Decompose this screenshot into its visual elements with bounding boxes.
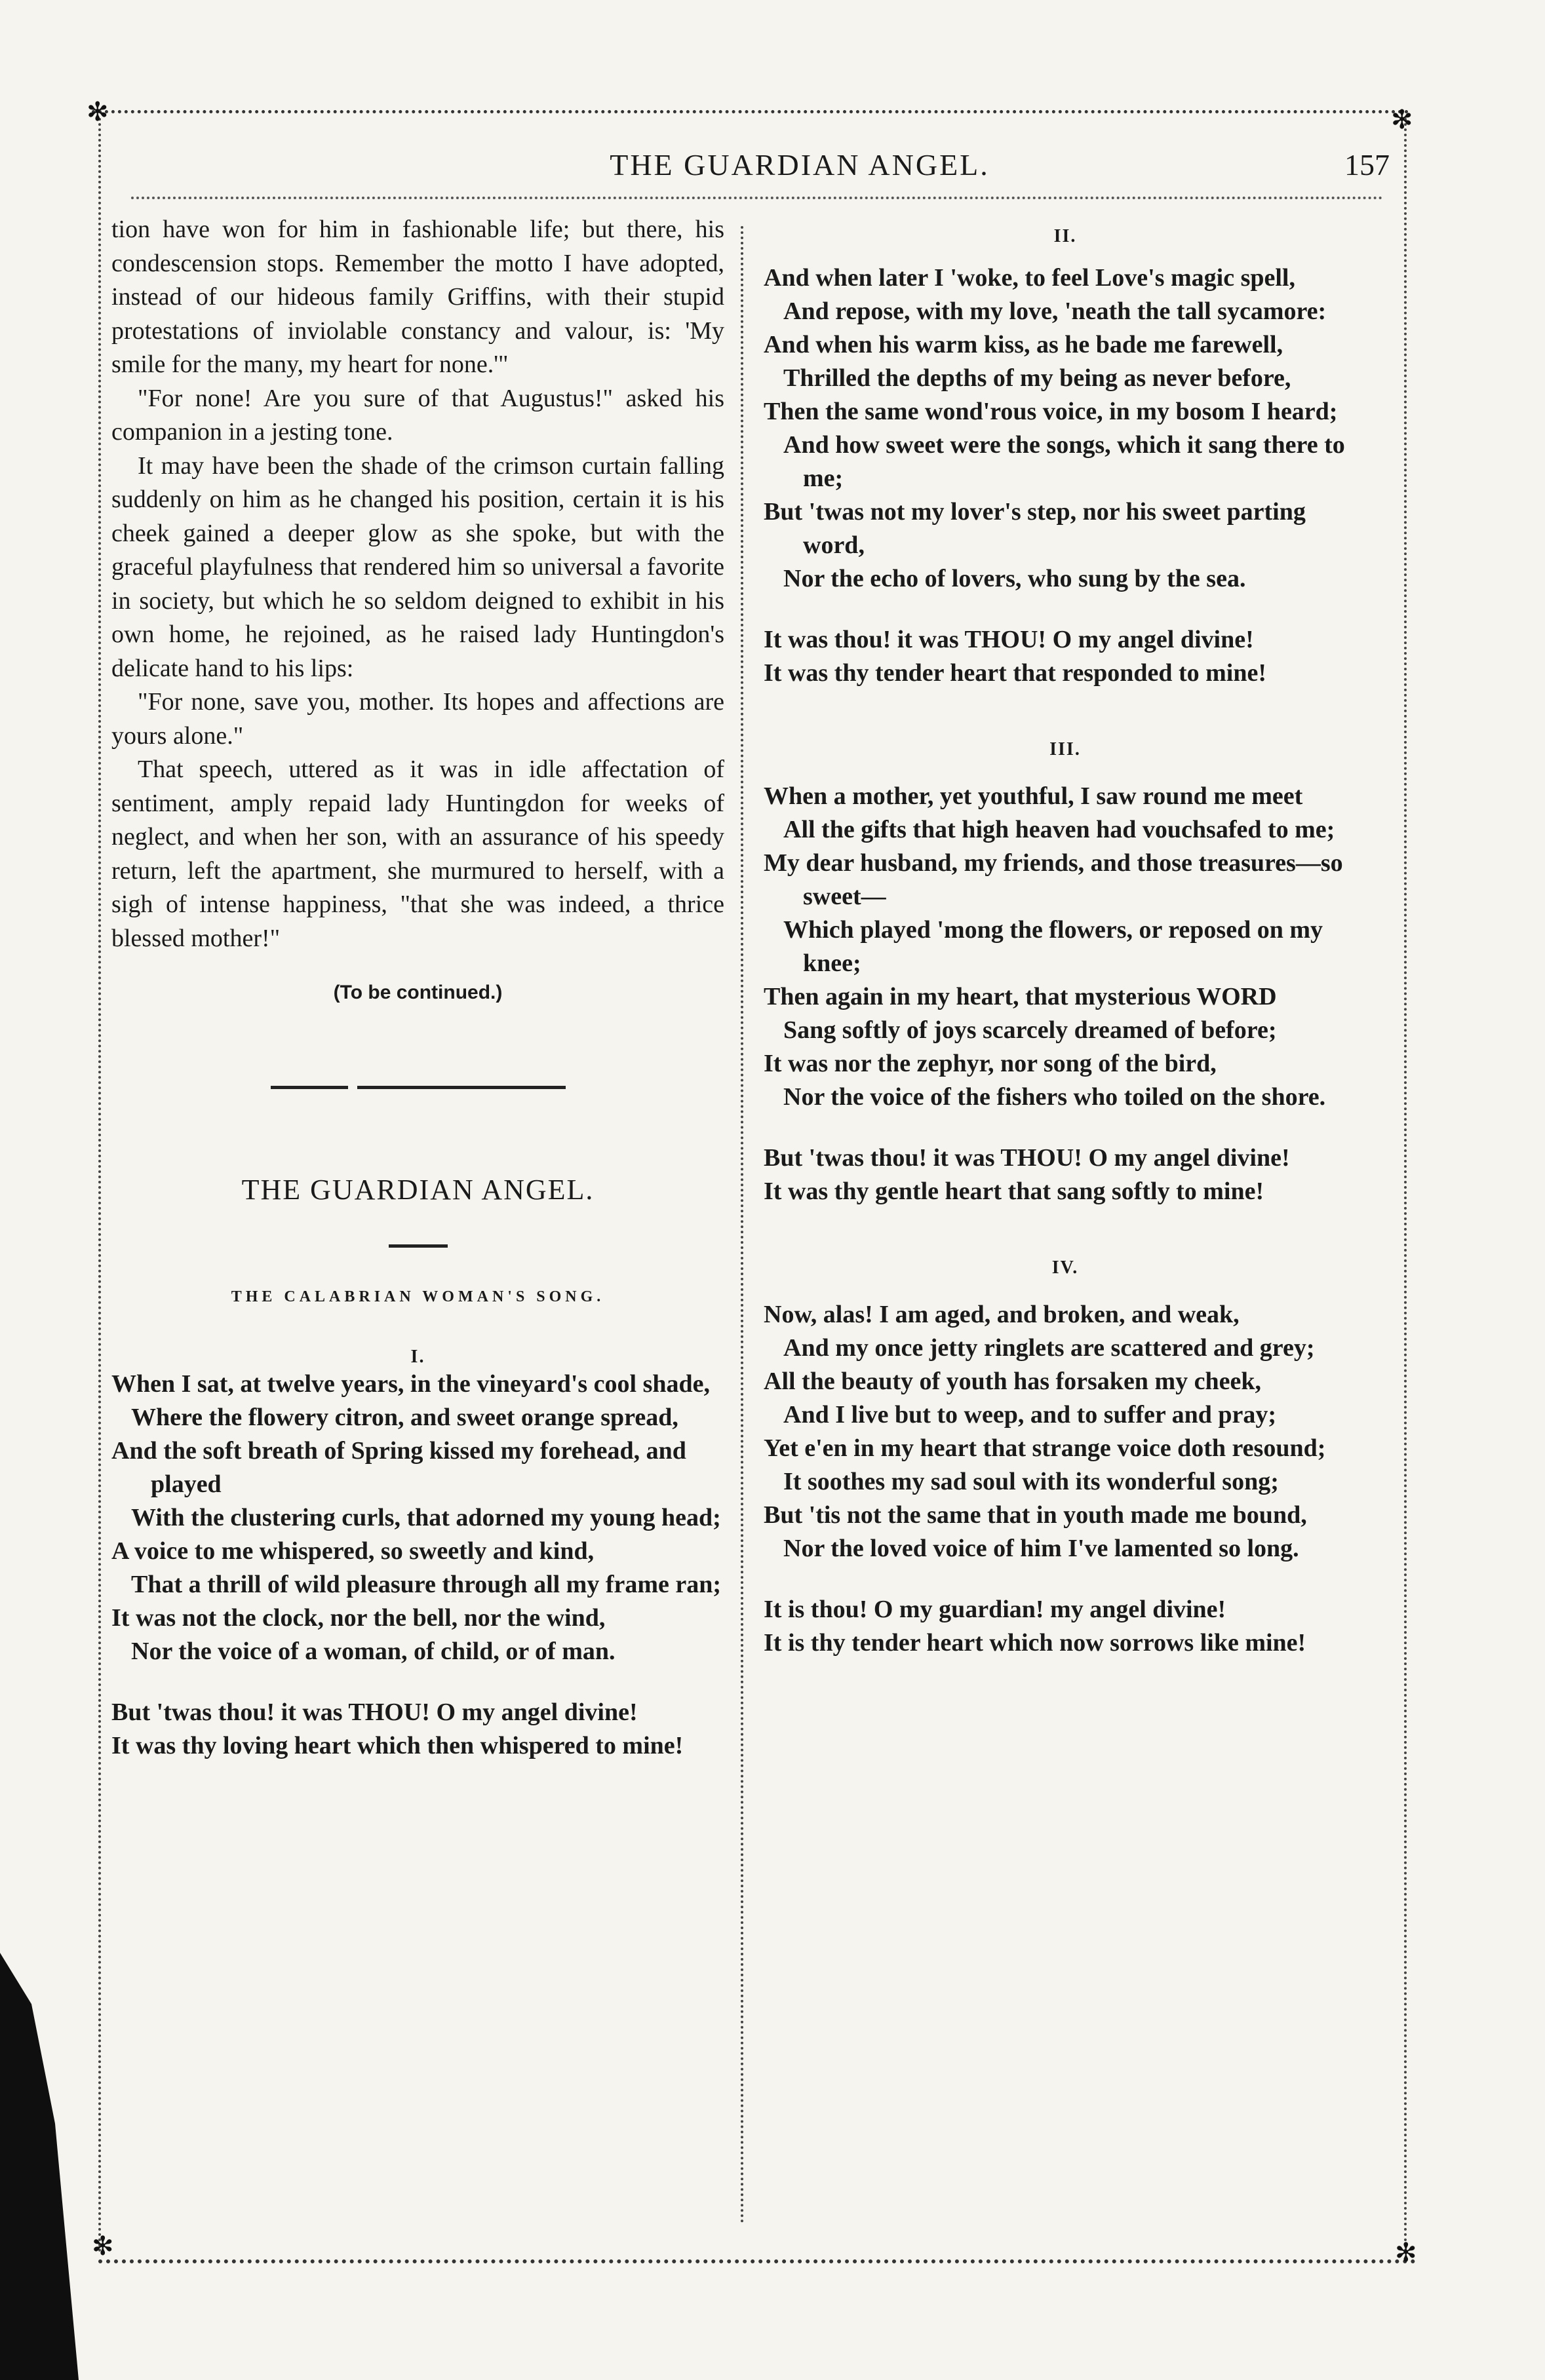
refrain — [764, 623, 1367, 690]
refrain-line: But 'twas thou! it was THOU! O my angel divine! — [111, 1699, 638, 1726]
refrain-line: It is thou! O my guardian! my angel divine! — [764, 1596, 1226, 1623]
book-spine-shadow — [0, 1953, 79, 2380]
stanza-number: IV. — [1051, 1257, 1079, 1278]
refrain-line: It is thy tender heart which now sorrows like mine! — [764, 1629, 1306, 1657]
page-header — [111, 147, 1396, 193]
verse-line: But 'tis not the same that in youth made me bound, — [764, 1501, 1307, 1529]
verse-line: Nor the loved voice of him I've lamented so long. — [783, 1535, 1299, 1562]
corner-ornament-icon: ✻ — [1395, 2238, 1417, 2268]
corner-ornament-icon: ✻ — [1391, 105, 1413, 135]
decorative-border-top — [92, 110, 1409, 125]
verse-line: And repose, with my love, 'neath the tall sycamore: — [783, 298, 1327, 325]
decorative-border-right — [1404, 118, 1413, 2254]
corner-ornament-icon: ✻ — [87, 97, 109, 127]
verse-line: When I sat, at twelve years, in the vineyard's cool shade, — [111, 1370, 711, 1398]
page-number: 157 — [1344, 148, 1390, 182]
running-title: THE GUARDIAN ANGEL. — [610, 148, 990, 182]
paragraph: "For none, save you, mother. Its hopes and affections are yours alone." — [111, 688, 724, 750]
stanza-number: III. — [1049, 739, 1081, 759]
stanza-number: II. — [1053, 226, 1077, 246]
verse-line: And when his warm kiss, as he bade me farewell, — [764, 331, 1283, 358]
verse-line: My dear husband, my friends, and those treasures—so sweet— — [764, 849, 1343, 910]
column-divider — [741, 226, 749, 2225]
refrain-line: But 'twas thou! it was THOU! O my angel divine! — [764, 1144, 1290, 1172]
refrain — [764, 1593, 1367, 1660]
paragraph: That speech, uttered as it was in idle affectation of sentiment, amply repaid lady Huntingdon for weeks of neglect, and when her son, with an assurance of his speedy return, left the apartment, she murmured to herself, with a sigh of intense happiness, "that she was indeed, a thrice blessed mother!" — [111, 756, 724, 952]
refrain-line: It was thou! it was THOU! O my angel divine! — [764, 626, 1254, 653]
refrain-line: It was thy gentle heart that sang softly to mine! — [764, 1178, 1264, 1205]
to-be-continued: (To be continued.) — [333, 982, 503, 1003]
stanza — [764, 780, 1367, 1114]
left-column — [111, 213, 724, 1763]
verse-line: Thrilled the depths of my being as never before, — [783, 364, 1291, 392]
stanza — [764, 1298, 1367, 1565]
verse-line: Sang softly of joys scarcely dreamed of before; — [783, 1016, 1277, 1044]
verse-line: All the gifts that high heaven had vouchsafed to me; — [783, 816, 1335, 843]
poem-subtitle: THE CALABRIAN WOMAN'S SONG. — [231, 1288, 605, 1305]
stanza — [111, 1368, 724, 1668]
verse-line: Then the same wond'rous voice, in my bosom I heard; — [764, 398, 1338, 425]
verse-line: When a mother, yet youthful, I saw round me meet — [764, 782, 1303, 810]
header-rule — [131, 197, 1383, 206]
story-continuation — [111, 213, 724, 955]
stanza-number: I. — [410, 1347, 425, 1367]
stanza — [764, 261, 1367, 596]
decorative-border-bottom — [98, 2246, 1416, 2263]
paragraph: "For none! Are you sure of that Augustus!" asked his companion in a jesting tone. — [111, 384, 724, 446]
verse-line: And when later I 'woke, to feel Love's magic spell, — [764, 264, 1295, 292]
verse-line: Yet e'en in my heart that strange voice doth resound; — [764, 1434, 1326, 1462]
verse-line: Where the flowery citron, and sweet orange spread, — [131, 1404, 678, 1431]
section-divider — [271, 1086, 566, 1089]
verse-line: Then again in my heart, that mysterious WORD — [764, 983, 1277, 1010]
verse-line: Now, alas! I am aged, and broken, and weak, — [764, 1301, 1240, 1328]
verse-line: With the clustering curls, that adorned my young head; — [131, 1504, 721, 1531]
refrain-line: It was thy loving heart which then whispered to mine! — [111, 1732, 684, 1759]
verse-line: Which played 'mong the flowers, or reposed on my knee; — [783, 916, 1323, 977]
verse-line: But 'twas not my lover's step, nor his sweet parting word, — [764, 498, 1306, 559]
verse-line: Nor the voice of the fishers who toiled on the shore. — [783, 1083, 1326, 1111]
verse-line: All the beauty of youth has forsaken my cheek, — [764, 1368, 1261, 1395]
verse-line: Nor the voice of a woman, of child, or of man. — [131, 1638, 616, 1665]
verse-line: It was nor the zephyr, nor song of the bird, — [764, 1050, 1217, 1077]
verse-line: It was not the clock, nor the bell, nor the wind, — [111, 1604, 606, 1632]
verse-line: That a thrill of wild pleasure through all my frame ran; — [131, 1571, 722, 1598]
verse-line: It soothes my sad soul with its wonderful song; — [783, 1468, 1279, 1495]
verse-line: And I live but to weep, and to suffer and pray; — [783, 1401, 1276, 1429]
corner-ornament-icon: ✻ — [92, 2231, 114, 2261]
refrain — [764, 1142, 1367, 1208]
right-column — [764, 213, 1367, 1660]
refrain — [111, 1696, 724, 1763]
title-rule — [389, 1244, 448, 1248]
verse-line: And my once jetty ringlets are scattered and grey; — [783, 1334, 1315, 1362]
paragraph: tion have won for him in fashionable life; but there, his condescension stops. Remember the motto I have adopted, instead of our hideous family Griffins, with their stupid protestations of inviolable constancy and valour, is: 'My smile for the many, my heart for none.'" — [111, 216, 724, 378]
poem-title: THE GUARDIAN ANGEL. — [241, 1174, 595, 1206]
verse-line: And how sweet were the songs, which it sang there to me; — [783, 431, 1345, 492]
paragraph: It may have been the shade of the crimson curtain falling suddenly on him as he changed his position, certain it is his cheek gained a deeper glow as she spoke, but with the graceful playfulness that rendered him so universal a favorite in society, but which he so seldom deigned to exhibit in his own home, he rejoined, as he raised lady Huntingdon's delicate hand to his lips: — [111, 451, 724, 682]
verse-line: Nor the echo of lovers, who sung by the sea. — [783, 565, 1246, 592]
verse-line: A voice to me whispered, so sweetly and kind, — [111, 1537, 595, 1565]
verse-line: And the soft breath of Spring kissed my forehead, and played — [111, 1437, 686, 1498]
refrain-line: It was thy tender heart that responded to mine! — [764, 659, 1267, 687]
decorative-border-left — [98, 118, 108, 2254]
